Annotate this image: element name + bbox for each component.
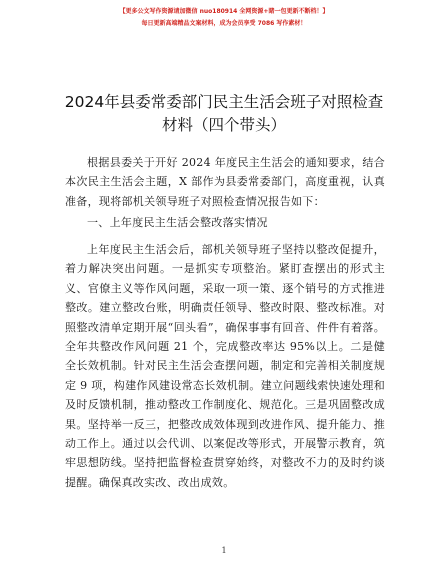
section-heading: 一、上年度民主生活会整改落实情况 — [87, 216, 268, 229]
page-number: 1 — [221, 546, 227, 555]
intro-paragraph: 根据县委关于开好 2024 年度民主生活会的通知要求，结合本次民主生活会主题，X 部作为县委常委部门，高度重视，认真准备，现将部机关领导班子对照检查情况报告如下： — [65, 156, 385, 208]
intro-paragraph-block — [65, 153, 385, 211]
promo-banner-line-2: 每日更新高端精品文案材料，成为会员享受 7086 写作素材！ — [141, 20, 307, 27]
section-body-paragraph: 上年度民主生活会后，部机关领导班子坚持以整改促提升，着力解决突出问题。一是抓实专项整治。紧盯查摆出的形式主义、官僚主义等作风问题，采取一项一策、逐个销号的方式推进整改。建立整改台账，明确责任领导、整改时限、整改标准。对照整改清单定期开展“回头看”，确保事事有回音、件件有着落。全年共整改作风问题 21 个，完成整改率达 95%以上。二是健全长效机制。针对民主生活会查摆问题，制定和完善相关制度规定 9 项，构建作风建设常态长效机制。建立问题线索快速处理和及时反馈机制，推动整改工作制度化、规范化。三是巩固整改成果。坚持举一反三，把整改成效体现到改进作风、提升能力、推动工作上。通过以会代训、以案促改等形式，开展警示教育，筑牢思想防线。坚持把监督检查贯穿始终，对整改不力的及时约谈提醒。确保真改实改、改出成效。 — [65, 243, 385, 489]
document-title-line-1: 2024年县委常委部门民主生活会班子对照检查 — [64, 93, 384, 111]
section-heading-block — [65, 213, 385, 232]
promo-banner-line-1: 【更多公文写作资源请加微信 nuo180914 全网资源+睹一包更新不断档！】 — [119, 8, 329, 15]
document-title-line-2: 材料（四个带头） — [161, 116, 286, 134]
section-body-block — [65, 240, 385, 492]
